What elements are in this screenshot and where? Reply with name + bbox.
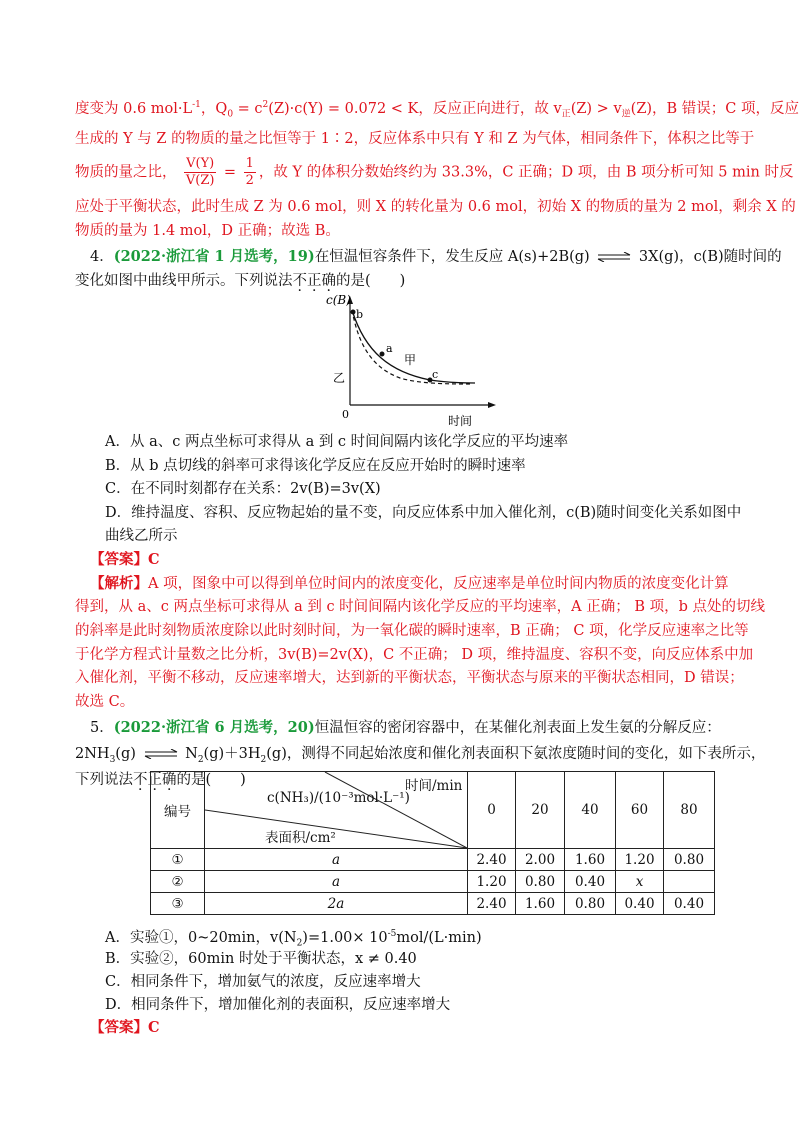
table-row: ① a 2.40 2.00 1.60 1.20 0.80 <box>151 849 715 871</box>
q5-option-a: A．实验①，0~20min，$v(N_2)=1.00\times 10^{-5}mol/(L\cdot\min)$ <box>105 929 482 949</box>
graph-label-a: a <box>386 342 393 355</box>
q4-option-d-line-1: D．维持温度、容积、反应物起始的量不变，向反应体系中加入催化剂，c(B)随时间变化关系如图中 <box>105 505 742 521</box>
q4-analysis-line-4: 于化学方程式计量数之比分析，3v(B)=2v(X)，C 不正确； D 项，维持温度、容积不变，向反应体系中加 <box>75 647 754 663</box>
table-header-id: 编号 <box>151 772 205 849</box>
equilibrium-arrow-icon <box>144 749 178 759</box>
q4-option-a: A．从 a、c 两点坐标可求得从 a 到 c 时间间隔内该化学反应的平均速率 <box>105 434 569 450</box>
table-header-time-60: 60 <box>616 772 664 849</box>
q4-analysis-line-3: 的斜率是此时刻物质浓度除以此时刻时间，为一氧化碳的瞬时速率，B 正确； C 项，化学反应速率之比等 <box>75 623 749 639</box>
graph-label-yi: 乙 <box>333 371 346 385</box>
graph-label-c: c <box>432 368 439 381</box>
table-header-time: 时间/min <box>405 778 463 794</box>
table-header-conc: c(NH₃)/(10⁻³mol·L⁻¹) <box>267 790 410 806</box>
table-header-diagonal <box>205 772 468 849</box>
table-row: ③ 2a 2.40 1.60 0.80 0.40 0.40 <box>151 893 715 915</box>
prev-analysis-line-1: 度变为 0.6 $mol\cdot L^{-1}$，$Q_0 = c^2(Z)\cdot c(Y) = 0.072 < K$，反应正向进行，故 $v_正(Z) > v_逆(Z)$，B 错误；C 项，反应 <box>75 100 800 120</box>
q4-stem-line-1: 4．(2022·浙江省 1 月选考，19)在恒温恒容条件下，发生反应 A(s)+2B(g) 3X(g)，c(B)随时间的 <box>90 248 782 265</box>
table-header-time-40: 40 <box>565 772 616 849</box>
equilibrium-arrow-icon <box>597 252 631 262</box>
q4-analysis-line-2: 得到，从 a、c 两点坐标可求得从 a 到 c 时间间隔内该化学反应的平均速率，A 正确； B 项，b 点处的切线 <box>75 599 766 615</box>
graph-origin: 0 <box>342 408 349 421</box>
table-header-time-20: 20 <box>516 772 565 849</box>
graph-label-jia: 甲 <box>404 353 417 367</box>
prev-analysis-line-5: 物质的量为 1.4 mol，D 正确；故选 B。 <box>75 223 340 239</box>
q4-answer: 【答案】C <box>90 551 160 568</box>
q4-concentration-graph <box>320 292 500 428</box>
q4-option-c: C．在不同时刻都存在关系：2v(B)=3v(X) <box>105 481 381 497</box>
fraction-volume-ratio: $\frac{V(Y)}{V(Z)}$ <box>185 156 215 188</box>
graph-label-b: b <box>356 308 364 321</box>
prev-analysis-line-4: 应处于平衡状态，此时生成 Z 为 0.6 mol，则 X 的转化量为 0.6 mol，初始 X 的物质的量为 2 mol，剩余 X 的 <box>75 199 796 215</box>
q4-analysis-line-6: 故选 C。 <box>75 694 135 710</box>
q5-source: (2022·浙江省 6 月选考，20) <box>113 719 315 736</box>
point-a <box>380 352 385 357</box>
table-header-time-80: 80 <box>664 772 715 849</box>
table-header-time-0: 0 <box>468 772 516 849</box>
table-header-row <box>151 772 715 849</box>
prev-analysis-line-2: 生成的 Y 与 Z 的物质的量之比恒等于 1∶2，反应体系中只有 Y 和 Z 为气体，相同条件下，体积之比等于 <box>75 131 755 147</box>
q4-analysis-line-1: 【解析】A 项，图象中可以得到单位时间内的浓度变化，反应速率是单位时间内物质的浓度变化计算 <box>90 575 729 592</box>
q5-data-table <box>150 771 715 915</box>
q5-stem-line-3: 下列说法不正确的是( ) <box>75 772 246 788</box>
table-header-area: 表面积/cm² <box>265 830 336 846</box>
point-b <box>351 310 356 315</box>
graph-y-label: c(B) <box>326 293 351 307</box>
table-row: ② a 1.20 0.80 0.40 x <box>151 871 715 893</box>
q5-stem-line-2: $2NH_3(g)$ $N_2(g)+3H_2(g)$，测得不同起始浓度和催化剂表面积下氨浓度随时间的变化，如下表所示， <box>75 746 766 765</box>
prev-analysis-line-3: 物质的量之比， $\frac{V(Y)}{V(Z)}$ = $\frac{1}{2}$ ，故 Y 的体积分数始终约为 33.3%，C 正确；D 项，由 B 项分析可知 5 min 时反 <box>75 156 794 188</box>
q4-option-b: B．从 b 点切线的斜率可求得该化学反应在反应开始时的瞬时速率 <box>105 458 526 474</box>
q4-stem-line-2: 变化如图中曲线甲所示。下列说法不正确的是( ) <box>75 273 406 289</box>
q5-option-d: D．相同条件下，增加催化剂的表面积，反应速率增大 <box>105 997 451 1013</box>
q5-option-b: B．实验②，60min 时处于平衡状态，x ≠ 0.40 <box>105 951 417 967</box>
q5-stem-line-1: 5．(2022·浙江省 6 月选考，20)恒温恒容的密闭容器中，在某催化剂表面上发生氨的分解反应： <box>90 719 721 736</box>
fraction-one-half: $\frac{1}{2}$ <box>245 156 254 188</box>
q4-option-d-line-2: 曲线乙所示 <box>105 528 178 544</box>
graph-x-label: 时间 <box>448 414 473 428</box>
q4-source: (2022·浙江省 1 月选考，19) <box>113 248 315 265</box>
q5-option-c: C．相同条件下，增加氨气的浓度，反应速率增大 <box>105 974 421 990</box>
q5-answer: 【答案】C <box>90 1019 160 1036</box>
q4-analysis-line-5: 入催化剂，平衡不移动，反应速率增大，达到新的平衡状态，平衡状态与原来的平衡状态相同，D 错误； <box>75 670 744 686</box>
